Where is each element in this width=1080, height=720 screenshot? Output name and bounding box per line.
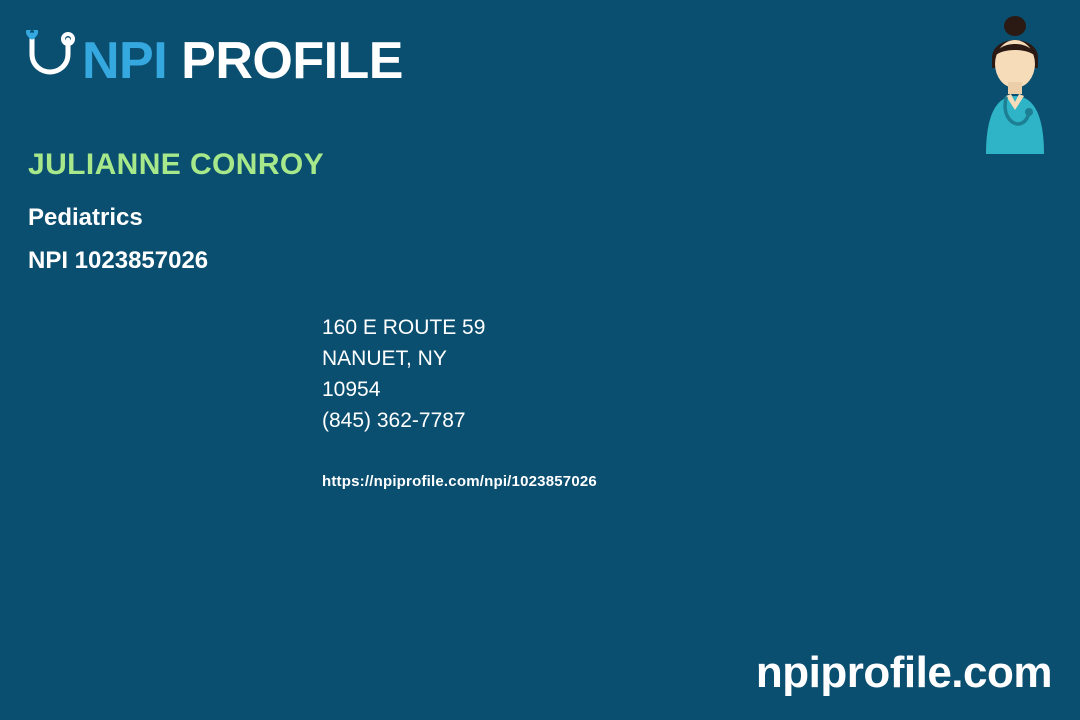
stethoscope-icon: [22, 30, 78, 92]
address-line-street: 160 E ROUTE 59: [322, 316, 486, 339]
brand-npi-text: NPI: [82, 32, 168, 90]
profile-url[interactable]: https://npiprofile.com/npi/1023857026: [322, 473, 597, 490]
provider-name: JULIANNE CONROY: [28, 148, 325, 181]
address-line-city-state: NANUET, NY: [322, 347, 447, 370]
brand-profile-label: PROFILE: [181, 32, 403, 90]
provider-address-block: [322, 312, 485, 436]
footer-site-name: npiprofile.com: [755, 648, 1052, 697]
brand-logo: [22, 26, 403, 96]
brand-text: [82, 32, 403, 90]
female-doctor-avatar-icon: [972, 12, 1058, 154]
address-line-zip: 10954: [322, 378, 381, 401]
provider-npi-number: NPI 1023857026: [28, 247, 209, 274]
brand-profile-text: [167, 32, 181, 90]
address-line-phone: (845) 362-7787: [322, 409, 466, 432]
provider-specialty: Pediatrics: [28, 204, 143, 231]
